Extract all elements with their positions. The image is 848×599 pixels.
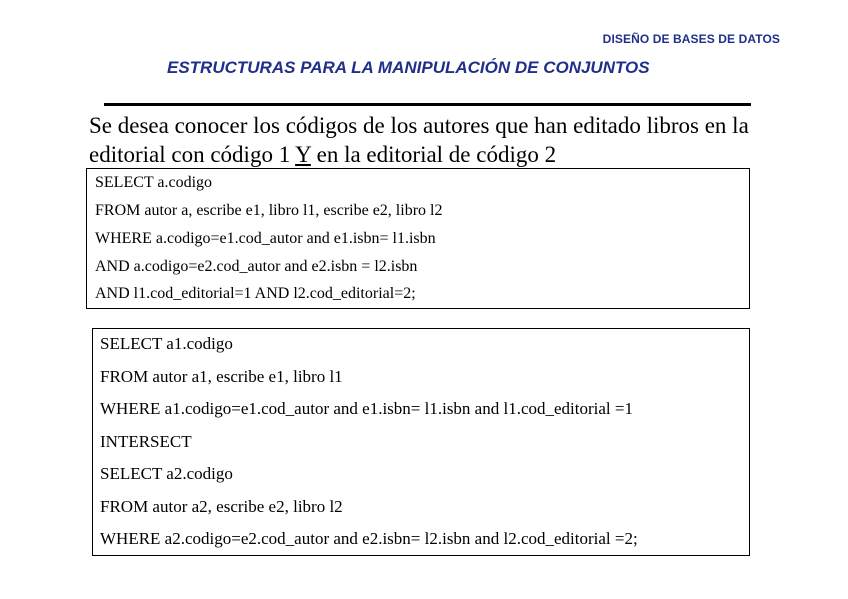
query2-line: WHERE a2.codigo=e2.cod_autor and e2.isbn= l2.isbn and l2.cod_editorial =2; bbox=[100, 529, 638, 548]
query-join-box bbox=[86, 168, 750, 309]
query1-line: AND l1.cod_editorial=1 AND l2.cod_editorial=2; bbox=[95, 285, 416, 302]
query2-line: WHERE a1.codigo=e1.cod_autor and e1.isbn= l1.isbn and l1.cod_editorial =1 bbox=[100, 399, 633, 418]
problem-text-2: en la editorial de código 2 bbox=[310, 142, 557, 167]
slide-title: ESTRUCTURAS PARA LA MANIPULACIÓN DE CONJUNTOS bbox=[167, 58, 650, 77]
query2-line: FROM autor a1, escribe e1, libro l1 bbox=[100, 367, 343, 386]
course-header: DISEÑO DE BASES DE DATOS bbox=[602, 32, 780, 46]
problem-statement bbox=[89, 111, 779, 169]
query1-line: FROM autor a, escribe e1, libro l1, escribe e2, libro l2 bbox=[95, 202, 443, 219]
title-divider bbox=[104, 103, 751, 106]
query2-line: SELECT a1.codigo bbox=[100, 334, 233, 353]
query1-line: SELECT a.codigo bbox=[95, 174, 213, 191]
query1-line: WHERE a.codigo=e1.cod_autor and e1.isbn= l1.isbn bbox=[95, 230, 436, 247]
query1-line: AND a.codigo=e2.cod_autor and e2.isbn = l2.isbn bbox=[95, 258, 418, 275]
problem-text-1: Se desea conocer los códigos de los autores que han editado libros en la editorial con código 1 bbox=[89, 113, 749, 167]
query2-line: INTERSECT bbox=[100, 432, 192, 451]
query2-line: FROM autor a2, escribe e2, libro l2 bbox=[100, 497, 343, 516]
query2-line: SELECT a2.codigo bbox=[100, 464, 233, 483]
problem-text-emphasis: Y bbox=[295, 142, 311, 167]
query-intersect-box bbox=[92, 328, 750, 556]
